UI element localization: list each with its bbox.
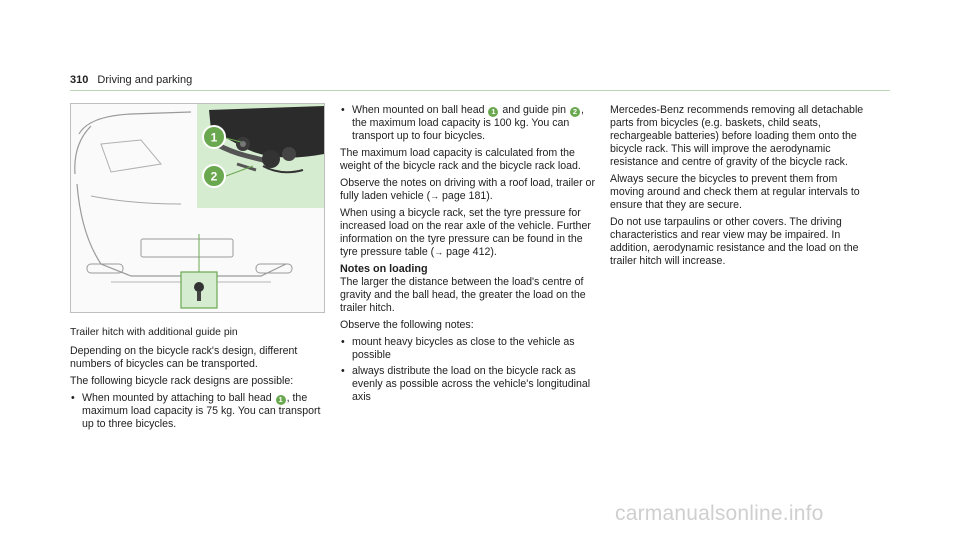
loading-notes-list xyxy=(340,336,598,404)
watermark-text: carmanualsonline.info xyxy=(615,502,824,525)
car-rear-illustration xyxy=(71,104,324,312)
list-item: • always distribute the load on the bicycle rack as evenly as possible across the vehicle's longitudinal axis xyxy=(341,365,591,403)
callout-2-label: 2 xyxy=(210,169,218,184)
paragraph: The maximum load capacity is calculated from the weight of the bicycle rack and the bicycle rack load. xyxy=(340,147,581,172)
bullet: • xyxy=(71,392,75,404)
paragraph: Do not use tarpaulins or other covers. The driving characteristics and rear view may be impaired. In addition, aerodynamic resistance and the load on the trailer hitch will increase. xyxy=(610,216,859,267)
paragraph: Always secure the bicycles to prevent them from moving around and check them at regular intervals to ensure that they are secure. xyxy=(610,173,860,211)
page-reference-412[interactable]: page 412). xyxy=(443,246,497,258)
paragraph: Mercedes-Benz recommends removing all detachable parts from bicycles (e.g. baskets, child seats, rechargeable batteries) before loading them onto the bicycle rack. This will improve the aerodynamic resistance and centre of gravity of the bicycle rack. xyxy=(610,104,864,168)
callout-1-label: 1 xyxy=(210,130,218,145)
list-item: • When mounted on ball head 1 and guide pin 2 , the maximum load capacity is 100 kg. You can transport up to four bicycles. xyxy=(341,104,584,142)
callout-badge-1: 1 xyxy=(276,395,286,405)
trailer-hitch-figure xyxy=(70,103,325,313)
column-3 xyxy=(610,104,872,272)
bullet: • xyxy=(341,336,345,348)
page-header xyxy=(70,74,192,86)
rack-design-list-continued xyxy=(340,104,598,143)
paragraph: When using a bicycle rack, set the tyre pressure for increased load on the rear axle of the vehicle. Further information on the tyre pressure can be found in the tyre pressure table (→ page 412). xyxy=(340,207,591,258)
cross-reference-arrow-icon: → xyxy=(434,247,444,257)
paragraph: Observe the following notes: xyxy=(340,319,474,331)
rack-design-list xyxy=(70,392,324,431)
section-title: Driving and parking xyxy=(97,74,193,86)
column-1 xyxy=(70,326,324,435)
bullet: • xyxy=(341,365,345,377)
section-heading-notes-on-loading: Notes on loading xyxy=(340,263,428,275)
list-item: • When mounted by attaching to ball head 1 , the maximum load capacity is 75 kg. You can transport up to three bicycles. xyxy=(71,392,321,430)
page-reference-181[interactable]: page 181). xyxy=(439,190,493,202)
header-rule xyxy=(70,90,890,91)
bullet: • xyxy=(341,104,345,116)
paragraph: Depending on the bicycle rack's design, different numbers of bicycles can be transported. xyxy=(70,345,298,370)
paragraph: The following bicycle rack designs are possible: xyxy=(70,375,294,387)
list-item: • mount heavy bicycles as close to the vehicle as possible xyxy=(341,336,575,361)
cross-reference-arrow-icon: → xyxy=(430,191,440,201)
page-number: 310 xyxy=(70,74,89,86)
column-2 xyxy=(340,104,598,408)
figure-caption: Trailer hitch with additional guide pin xyxy=(70,327,238,338)
paragraph: The larger the distance between the load's centre of gravity and the ball head, the greater the load on the trailer hitch. xyxy=(340,276,586,314)
callout-badge-2: 2 xyxy=(570,107,580,117)
paragraph: Observe the notes on driving with a roof load, trailer or fully laden vehicle (→ page 181). xyxy=(340,177,595,202)
callout-badge-1: 1 xyxy=(488,107,498,117)
